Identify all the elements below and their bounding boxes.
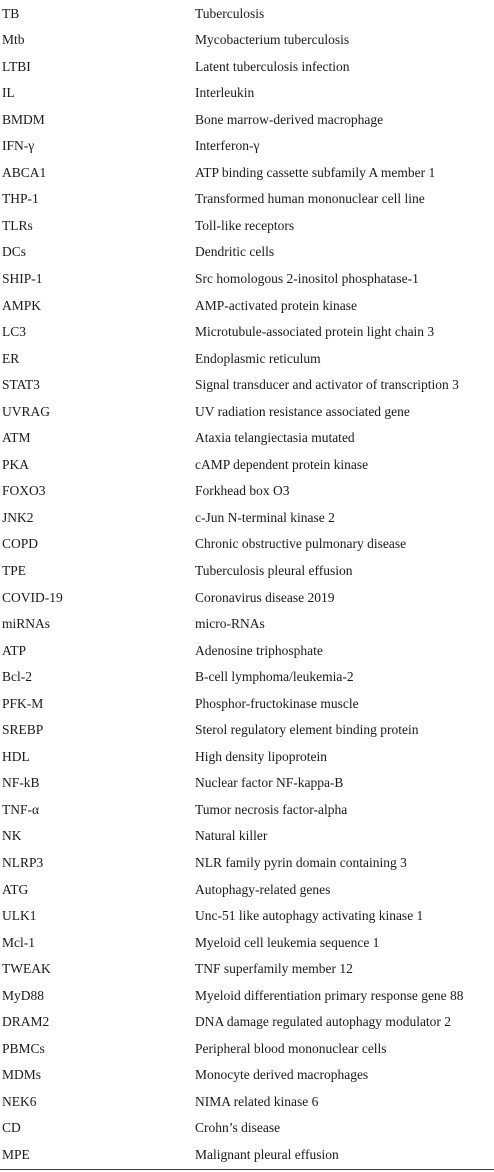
table-row <box>0 584 494 611</box>
abbreviation-cell: UVRAG <box>2 403 51 419</box>
abbreviation-cell: TLRs <box>2 217 33 233</box>
table-row <box>0 796 494 823</box>
definition-cell: High density lipoprotein <box>195 748 327 764</box>
definition-cell: Bone marrow-derived macrophage <box>195 111 384 127</box>
definition-cell: c-Jun N-terminal kinase 2 <box>195 509 335 525</box>
abbreviation-cell: NF-kB <box>2 775 40 791</box>
abbreviation-cell: SREBP <box>2 722 44 738</box>
abbreviation-cell: ATP <box>2 642 27 658</box>
abbreviation-cell: FOXO3 <box>2 483 46 499</box>
abbreviation-cell: AMPK <box>2 297 42 313</box>
definition-cell: Nuclear factor NF-kappa-B <box>195 775 344 791</box>
abbreviation-cell: STAT3 <box>2 377 40 393</box>
definition-cell: Tuberculosis <box>195 5 265 21</box>
table-row <box>0 637 494 664</box>
abbreviation-cell: LC3 <box>2 324 27 340</box>
definition-cell: Unc-51 like autophagy activating kinase 1 <box>195 908 424 924</box>
abbreviation-cell: TNF-α <box>2 801 40 817</box>
table-row <box>0 106 494 133</box>
table-bottom-rule <box>0 1169 494 1170</box>
abbreviation-cell: MyD88 <box>2 987 45 1003</box>
definition-cell: Latent tuberculosis infection <box>195 58 350 74</box>
abbreviation-cell: PBMCs <box>2 1040 45 1056</box>
table-row <box>0 717 494 744</box>
abbreviation-cell: NK <box>2 828 22 844</box>
abbreviation-cell: Mtb <box>2 32 25 48</box>
table-row <box>0 664 494 691</box>
table-row <box>0 53 494 80</box>
table-row <box>0 80 494 107</box>
definition-cell: Tumor necrosis factor-alpha <box>195 801 348 817</box>
table-row <box>0 850 494 877</box>
table-row <box>0 186 494 213</box>
abbreviation-cell: HDL <box>2 748 30 764</box>
definition-cell: TNF superfamily member 12 <box>195 961 353 977</box>
table-row <box>0 425 494 452</box>
abbreviation-cell: CD <box>2 1120 21 1136</box>
table-row <box>0 929 494 956</box>
abbreviation-cell: COVID-19 <box>2 589 63 605</box>
abbreviation-cell: NEK6 <box>2 1093 37 1109</box>
abbreviation-cell: LTBI <box>2 58 31 74</box>
abbreviation-cell: MPE <box>2 1147 30 1163</box>
definition-cell: B-cell lymphoma/leukemia-2 <box>195 669 354 685</box>
table-row <box>0 451 494 478</box>
definition-cell: Coronavirus disease 2019 <box>195 589 335 605</box>
definition-cell: Malignant pleural effusion <box>195 1147 339 1163</box>
definition-cell: NIMA related kinase 6 <box>195 1093 319 1109</box>
table-row <box>0 611 494 638</box>
table-row <box>0 1115 494 1142</box>
definition-cell: Interleukin <box>195 85 255 101</box>
abbreviation-cell: NLRP3 <box>2 855 44 871</box>
definition-cell: Microtubule-associated protein light chain 3 <box>195 324 435 340</box>
abbreviation-cell: SHIP-1 <box>2 270 43 286</box>
abbreviation-cell: miRNAs <box>2 616 51 632</box>
abbreviation-cell: JNK2 <box>2 509 34 525</box>
abbreviation-cell: ATG <box>2 881 29 897</box>
definition-cell: Peripheral blood mononuclear cells <box>195 1040 387 1056</box>
table-row <box>0 133 494 160</box>
table-row <box>0 27 494 54</box>
table-row <box>0 903 494 930</box>
definition-cell: Mycobacterium tuberculosis <box>195 32 350 48</box>
definition-cell: Forkhead box O3 <box>195 483 290 499</box>
abbreviation-cell: MDMs <box>2 1067 42 1083</box>
table-row <box>0 372 494 399</box>
abbreviation-cell: DRAM2 <box>2 1014 50 1030</box>
abbreviation-cell: IL <box>2 85 15 101</box>
definition-cell: Toll-like receptors <box>195 217 295 233</box>
definition-cell: Interferon-γ <box>195 138 260 154</box>
table-row <box>0 319 494 346</box>
definition-cell: UV radiation resistance associated gene <box>195 403 410 419</box>
table-row <box>0 1088 494 1115</box>
abbreviation-cell: ER <box>2 350 20 366</box>
definition-cell: Tuberculosis pleural effusion <box>195 563 353 578</box>
definition-cell: Src homologous 2-inositol phosphatase-1 <box>195 270 419 286</box>
definition-cell: AMP-activated protein kinase <box>195 297 357 313</box>
abbreviation-cell: Bcl-2 <box>2 669 32 685</box>
definition-cell: micro-RNAs <box>195 616 265 632</box>
table-row <box>0 478 494 505</box>
abbreviation-cell: PKA <box>2 456 30 472</box>
table-row <box>0 557 494 584</box>
definition-cell: Chronic obstructive pulmonary disease <box>195 536 407 552</box>
abbreviation-cell: Mcl-1 <box>2 934 35 950</box>
table-row <box>0 770 494 797</box>
table-row <box>0 239 494 266</box>
abbreviation-cell: COPD <box>2 536 39 552</box>
definition-cell: Myeloid differentiation primary response gene 88 <box>195 987 464 1003</box>
table-row <box>0 743 494 770</box>
table-row <box>0 876 494 903</box>
table-row <box>0 504 494 531</box>
table-row <box>0 823 494 850</box>
abbreviation-cell: PFK-M <box>2 695 44 711</box>
table-row <box>0 398 494 425</box>
abbreviation-cell: ULK1 <box>2 908 37 924</box>
table-row <box>0 1062 494 1089</box>
definition-cell: cAMP dependent protein kinase <box>195 456 369 472</box>
abbreviation-cell: TB <box>2 5 20 21</box>
definition-cell: Natural killer <box>195 828 268 844</box>
definition-cell: NLR family pyrin domain containing 3 <box>195 855 407 871</box>
definition-cell: Dendritic cells <box>195 244 275 260</box>
table-row <box>0 265 494 292</box>
abbreviation-cell: THP-1 <box>2 191 39 207</box>
abbreviation-cell: DCs <box>2 244 27 260</box>
abbreviation-cell: BMDM <box>2 111 45 127</box>
table-row <box>0 982 494 1009</box>
definition-cell: Autophagy-related genes <box>195 881 331 897</box>
definition-cell: Adenosine triphosphate <box>195 642 323 658</box>
table-row <box>0 1035 494 1062</box>
definition-cell: Ataxia telangiectasia mutated <box>195 430 355 446</box>
table-row <box>0 956 494 983</box>
definition-cell: DNA damage regulated autophagy modulator 2 <box>195 1014 452 1030</box>
definition-cell: Sterol regulatory element binding protein <box>195 722 419 738</box>
table-row <box>0 690 494 717</box>
table-row <box>0 1142 494 1169</box>
definition-cell: Myeloid cell leukemia sequence 1 <box>195 934 380 950</box>
definition-cell: ATP binding cassette subfamily A member 1 <box>195 164 436 180</box>
table-row <box>0 159 494 186</box>
table-row <box>0 531 494 558</box>
table-row <box>0 1009 494 1036</box>
abbreviation-cell: ABCA1 <box>2 164 47 180</box>
definition-cell: Phosphor-fructokinase muscle <box>195 695 359 711</box>
abbreviation-cell: TPE <box>2 563 27 578</box>
table-row <box>0 292 494 319</box>
definition-cell: Crohn’s disease <box>195 1120 281 1136</box>
abbreviation-cell: IFN-γ <box>2 138 35 154</box>
abbreviation-cell: ATM <box>2 430 31 446</box>
table-row <box>0 345 494 372</box>
definition-cell: Transformed human mononuclear cell line <box>195 191 425 207</box>
definition-cell: Monocyte derived macrophages <box>195 1067 369 1083</box>
table-row <box>0 0 494 27</box>
abbreviation-cell: TWEAK <box>2 961 51 977</box>
table-row <box>0 212 494 239</box>
definition-cell: Endoplasmic reticulum <box>195 350 321 366</box>
definition-cell: Signal transducer and activator of transcription 3 <box>195 377 459 393</box>
